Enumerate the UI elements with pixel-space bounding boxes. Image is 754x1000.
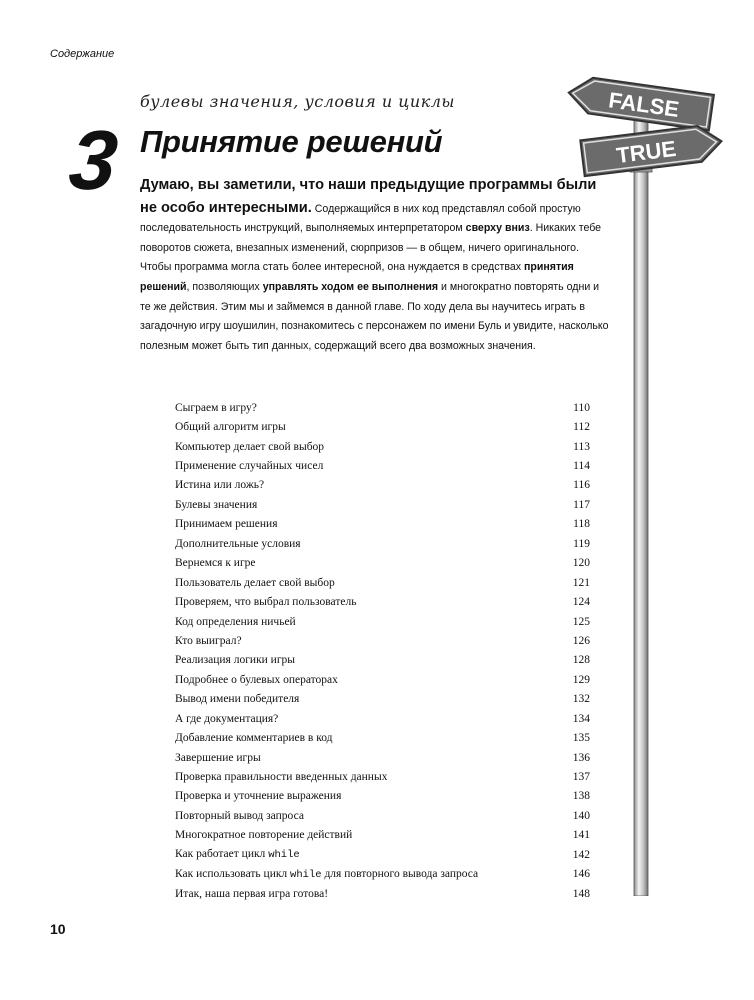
toc-entry-title: Завершение игры (175, 751, 261, 764)
toc-entry[interactable] (175, 495, 590, 514)
toc-entry[interactable] (175, 534, 590, 553)
toc-entry-page: 113 (573, 440, 590, 453)
toc-entry-title: Проверка правильности введенных данных (175, 771, 388, 784)
toc-entry[interactable] (175, 865, 590, 884)
toc-entry-title: Истина или ложь? (175, 479, 265, 492)
toc-entry-page: 118 (573, 518, 590, 531)
toc-entry[interactable] (175, 787, 590, 806)
toc-entry[interactable] (175, 806, 590, 825)
toc-entry-page: 148 (572, 887, 590, 900)
true-sign-label: TRUE (614, 135, 678, 169)
toc-entry-code: while (290, 868, 322, 881)
toc-entry-title: Сыграем в игру? (175, 401, 257, 414)
chapter-title: Принятие решений (140, 124, 443, 159)
toc-entry-page: 112 (573, 421, 590, 434)
chapter-subtitle: булевы значения, условия и циклы (140, 92, 455, 111)
toc-entry-page: 124 (572, 596, 590, 609)
toc-entry[interactable] (175, 437, 590, 456)
true-sign (580, 123, 723, 176)
toc-entry[interactable] (175, 709, 590, 728)
toc-entry-title: Как работает цикл while (175, 848, 300, 862)
toc-entry-page: 138 (572, 790, 590, 803)
toc-entry-title: Вывод имени победителя (175, 693, 300, 706)
toc-entry[interactable] (175, 554, 590, 573)
toc-entry-page: 135 (572, 732, 590, 745)
toc-entry-page: 125 (572, 615, 590, 628)
toc-entry-page: 119 (573, 537, 590, 550)
toc-entry[interactable] (175, 398, 590, 417)
chapter-number: 3 (65, 113, 122, 207)
toc-entry-title: Компьютер делает свой выбор (175, 440, 325, 453)
toc-entry[interactable] (175, 845, 590, 864)
toc-entry[interactable] (175, 631, 590, 650)
toc-entry-title: Как использовать цикл while для повторного вывода запроса (175, 867, 479, 881)
toc-entry-page: 137 (572, 771, 590, 784)
toc-entry[interactable] (175, 767, 590, 786)
intro-lead: Думаю, вы заметили, что наши предыдущие программы были не особо интересными. (140, 177, 597, 216)
toc-entry[interactable] (175, 456, 590, 475)
toc-entry[interactable] (175, 748, 590, 767)
toc-entry-page: 114 (573, 460, 590, 473)
intro-text-2: . Никаких тебе поворотов сюжета, внезапных изменений, сюрпризов — в общем, ничего оригинального. Чтобы программа могла стать более интересной, она нуждается в средствах (140, 222, 602, 274)
table-of-contents (175, 398, 590, 903)
toc-entry-page: 120 (572, 557, 590, 570)
chapter-intro (140, 174, 610, 356)
intro-bold-3: управлять ходом ее выполнения (262, 280, 439, 293)
toc-entry-page: 129 (572, 673, 590, 686)
toc-entry-title: Принимаем решения (175, 518, 278, 531)
toc-entry-title: А где документация? (175, 712, 279, 725)
intro-text-1: Содержащийся в них код представлял собой простую последовательность инструкций, выполняемых интерпретатором (140, 202, 581, 235)
toc-entry-page: 140 (572, 809, 590, 822)
toc-entry-title: Реализация логики игры (175, 654, 296, 667)
toc-entry-title: Применение случайных чисел (175, 460, 324, 473)
toc-entry-page: 128 (572, 654, 590, 667)
intro-text-4: и многократно повторять одни и те же действия. Этим мы и займемся в данной главе. По ходу дела вы научитесь играть в загадочную игру шоушилин, познакомитесь с персонажем по имени Буль и увидите, насколько полезным может быть тип данных, содержащий всего два возможных значения. (140, 280, 609, 352)
page-number: 10 (50, 921, 66, 937)
toc-entry[interactable] (175, 476, 590, 495)
toc-entry[interactable] (175, 728, 590, 747)
toc-entry[interactable] (175, 690, 590, 709)
toc-entry-page: 134 (572, 712, 590, 725)
toc-entry-title: Проверка и уточнение выражения (175, 790, 342, 803)
toc-entry[interactable] (175, 417, 590, 436)
false-sign-label: FALSE (607, 87, 681, 122)
intro-bold-2: принятия решений (140, 261, 574, 293)
toc-entry-code: while (268, 849, 300, 862)
toc-entry[interactable] (175, 651, 590, 670)
toc-entry[interactable] (175, 573, 590, 592)
toc-entry-title: Вернемся к игре (175, 557, 256, 570)
toc-entry-title: Общий алгоритм игры (175, 421, 286, 434)
toc-entry-page: 117 (573, 498, 590, 511)
toc-entry[interactable] (175, 670, 590, 689)
intro-text-3: , позволяющих (186, 280, 263, 293)
toc-entry[interactable] (175, 826, 590, 845)
toc-entry-title: Кто выиграл? (175, 634, 242, 647)
toc-entry-page: 126 (572, 634, 590, 647)
signpost-pole (634, 100, 648, 896)
toc-entry-page: 121 (572, 576, 590, 589)
intro-bold-1: сверху вниз (465, 222, 530, 235)
toc-entry-page: 142 (572, 848, 590, 861)
toc-entry-title: Итак, наша первая игра готова! (175, 887, 329, 900)
toc-entry-title: Многократное повторение действий (175, 829, 353, 842)
toc-entry-page: 116 (573, 479, 590, 492)
toc-entry-title: Подробнее о булевых операторах (175, 673, 338, 686)
running-header: Содержание (50, 48, 115, 60)
toc-entry-title: Дополнительные условия (175, 537, 301, 550)
toc-entry-page: 141 (572, 829, 590, 842)
toc-entry-title: Булевы значения (175, 498, 258, 511)
toc-entry-title: Код определения ничьей (175, 615, 296, 628)
toc-entry-title: Пользователь делает свой выбор (175, 576, 335, 589)
toc-entry[interactable] (175, 612, 590, 631)
toc-entry-title: Добавление комментариев в код (175, 732, 333, 745)
toc-entry-page: 110 (573, 401, 590, 414)
toc-entry-title: Проверяем, что выбрал пользователь (175, 596, 357, 609)
toc-entry[interactable] (175, 515, 590, 534)
toc-entry[interactable] (175, 884, 590, 903)
toc-entry-title: Повторный вывод запроса (175, 809, 304, 822)
toc-entry-page: 132 (572, 693, 590, 706)
toc-entry-page: 136 (572, 751, 590, 764)
toc-entry[interactable] (175, 592, 590, 611)
toc-entry-page: 146 (572, 868, 590, 881)
